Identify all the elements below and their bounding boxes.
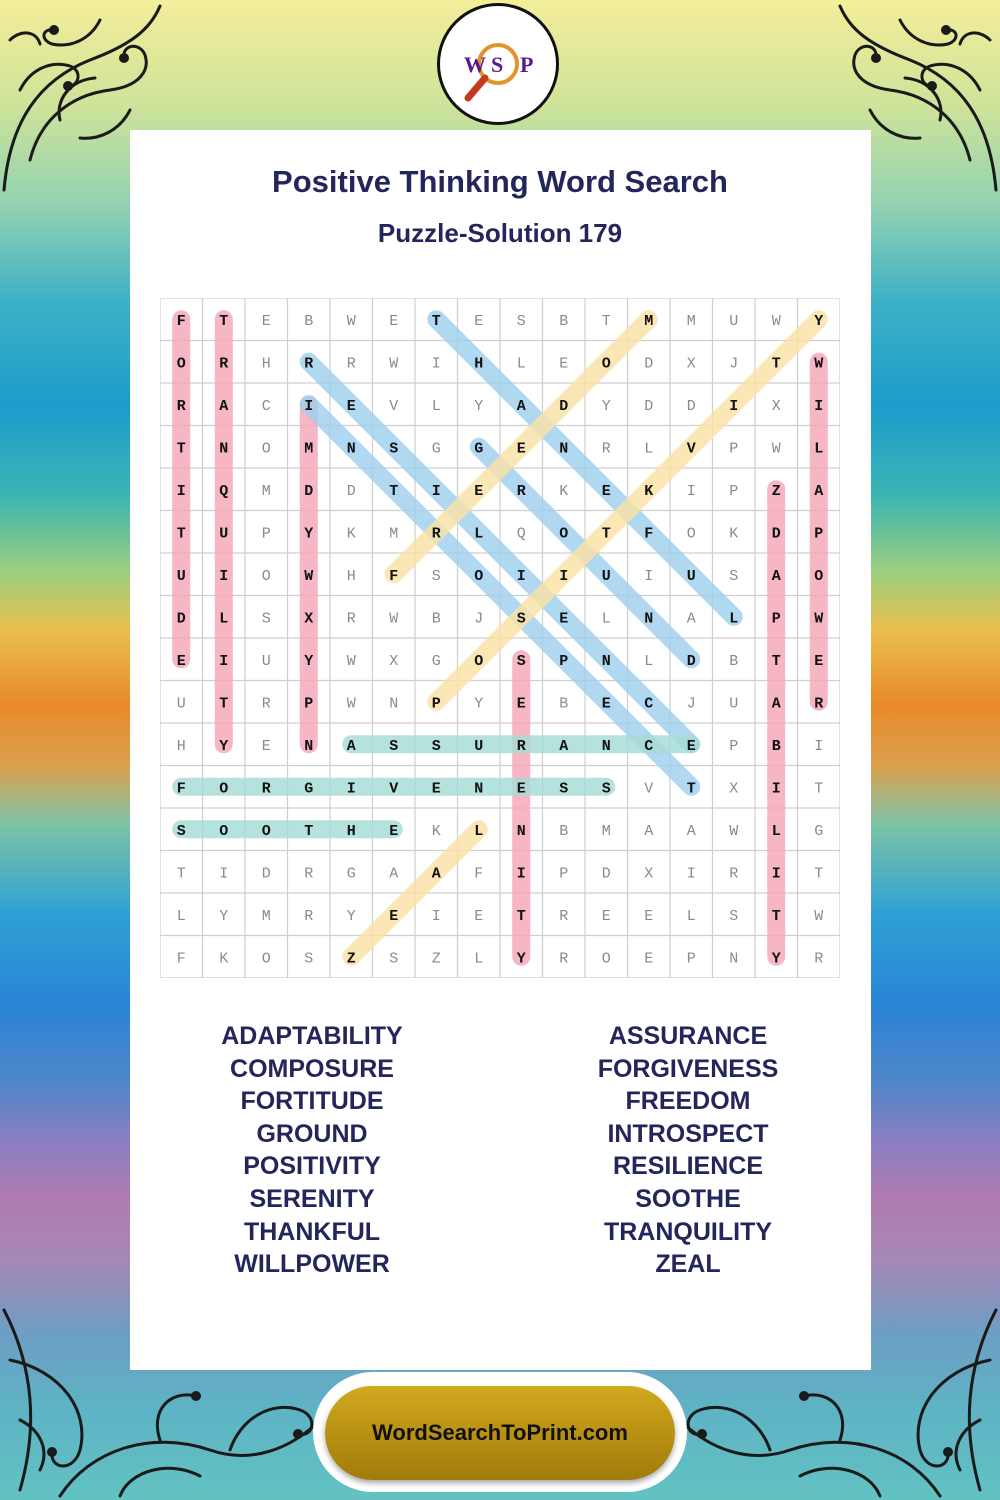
grid-cell[interactable]: W [346, 652, 356, 670]
site-link-button[interactable]: WordSearchToPrint.com [325, 1386, 675, 1480]
grid-cell[interactable]: O [559, 525, 569, 543]
grid-cell[interactable]: R [601, 440, 611, 458]
grid-cell[interactable]: G [431, 440, 441, 458]
grid-cell[interactable]: S [389, 440, 399, 458]
grid-cell[interactable]: Y [219, 907, 229, 925]
grid-cell[interactable]: W [814, 610, 824, 628]
grid-cell[interactable]: P [729, 440, 739, 458]
grid-cell[interactable]: I [304, 397, 314, 415]
grid-cell[interactable]: R [346, 610, 356, 628]
grid-cell[interactable]: R [516, 737, 526, 755]
logo-letter-w: W [464, 52, 486, 77]
grid-cell[interactable]: B [559, 822, 569, 840]
word-list-item: ZEAL [655, 1250, 721, 1279]
grid-cell[interactable]: I [644, 567, 654, 585]
grid-cell[interactable]: H [474, 355, 484, 373]
grid-cell[interactable]: I [219, 567, 229, 585]
word-list-right [528, 1020, 848, 1281]
grid-cell[interactable]: D [176, 610, 186, 628]
grid-cell[interactable]: R [814, 695, 824, 713]
grid-cell[interactable]: K [559, 482, 569, 500]
logo-letter-p: P [520, 52, 534, 77]
grid-cell[interactable]: I [346, 780, 356, 798]
magnifier-icon [440, 6, 556, 122]
grid-cell[interactable]: E [601, 482, 611, 500]
grid-cell[interactable]: I [729, 397, 739, 415]
grid-cell[interactable]: B [431, 610, 441, 628]
grid-cell[interactable]: O [474, 567, 484, 585]
grid-cell[interactable]: A [771, 695, 781, 713]
grid-cell[interactable]: T [686, 780, 696, 798]
grid-cell[interactable]: W [346, 695, 356, 713]
grid-cell[interactable]: U [686, 567, 696, 585]
grid-cell[interactable]: A [431, 865, 441, 883]
grid-cell[interactable]: Y [474, 695, 484, 713]
grid-cell[interactable]: N [644, 610, 654, 628]
grid-cell[interactable]: Y [601, 397, 611, 415]
grid-cell[interactable]: Z [431, 950, 441, 968]
grid-cell[interactable]: E [474, 312, 484, 330]
grid-cell[interactable]: O [261, 950, 271, 968]
grid-cell[interactable]: R [219, 355, 229, 373]
grid-cell[interactable]: O [601, 355, 611, 373]
grid-cell[interactable]: D [686, 397, 696, 415]
grid-cell[interactable]: J [474, 610, 484, 628]
grid-cell[interactable]: S [559, 780, 569, 798]
grid-cell[interactable]: V [389, 780, 399, 798]
grid-cell[interactable]: B [559, 312, 569, 330]
grid-cell[interactable]: Y [771, 950, 781, 968]
grid-cell[interactable]: O [261, 567, 271, 585]
word-list-item: COMPOSURE [230, 1054, 394, 1083]
grid-cell[interactable]: T [814, 865, 824, 883]
grid-cell[interactable]: E [601, 907, 611, 925]
grid-cell[interactable]: H [346, 567, 356, 585]
grid-cell[interactable]: P [814, 525, 824, 543]
grid-cell[interactable]: P [771, 610, 781, 628]
grid-cell[interactable]: Y [346, 907, 356, 925]
grid-cell[interactable]: G [814, 822, 824, 840]
grid-cell[interactable]: K [346, 525, 356, 543]
grid-cell[interactable]: G [431, 652, 441, 670]
grid-cell[interactable]: Y [814, 312, 824, 330]
wsp-logo[interactable] [437, 3, 559, 125]
grid-cell[interactable]: C [644, 737, 654, 755]
grid-cell[interactable]: W [304, 567, 314, 585]
grid-cell[interactable]: R [559, 907, 569, 925]
grid-cell[interactable]: R [516, 482, 526, 500]
grid-cell[interactable]: I [176, 482, 186, 500]
grid-cell[interactable]: T [304, 822, 314, 840]
grid-cell[interactable]: L [729, 610, 739, 628]
grid-cell[interactable]: Y [304, 525, 314, 543]
grid-cell[interactable]: W [729, 822, 739, 840]
grid-cell[interactable]: W [814, 907, 824, 925]
grid-cell[interactable]: E [389, 907, 399, 925]
grid-cell[interactable]: L [516, 355, 526, 373]
grid-cell[interactable]: L [686, 907, 696, 925]
grid-cell[interactable]: N [389, 695, 399, 713]
grid-cell[interactable]: F [176, 312, 186, 330]
grid-cell[interactable]: T [389, 482, 399, 500]
grid-cell[interactable]: E [644, 907, 654, 925]
grid-cell[interactable]: M [644, 312, 654, 330]
grid-cell[interactable]: T [516, 907, 526, 925]
grid-cell[interactable]: T [176, 525, 186, 543]
grid-cell[interactable]: S [176, 822, 186, 840]
grid-cell[interactable]: I [516, 567, 526, 585]
grid-cell[interactable]: S [389, 737, 399, 755]
grid-cell[interactable]: G [474, 440, 484, 458]
grid-cell[interactable]: P [261, 525, 271, 543]
grid-cell[interactable]: I [219, 652, 229, 670]
grid-cell[interactable]: D [304, 482, 314, 500]
grid-cell[interactable]: R [346, 355, 356, 373]
grid-cell[interactable]: V [389, 397, 399, 415]
grid-cell[interactable]: L [219, 610, 229, 628]
grid-cell[interactable]: B [771, 737, 781, 755]
grid-cell[interactable]: R [304, 865, 314, 883]
grid-cell[interactable]: R [261, 695, 271, 713]
grid-cell[interactable]: O [261, 822, 271, 840]
grid-cell[interactable]: X [389, 652, 399, 670]
grid-cell[interactable]: E [389, 822, 399, 840]
grid-cell[interactable]: E [261, 312, 271, 330]
grid-cell[interactable]: D [346, 482, 356, 500]
grid-cell[interactable]: E [516, 695, 526, 713]
grid-cell[interactable]: I [431, 482, 441, 500]
grid-cell[interactable]: T [219, 695, 229, 713]
grid-cell[interactable]: K [729, 525, 739, 543]
grid-cell[interactable]: X [686, 355, 696, 373]
grid-cell[interactable]: W [346, 312, 356, 330]
grid-cell[interactable]: S [516, 610, 526, 628]
grid-cell[interactable]: O [814, 567, 824, 585]
word-list-left [152, 1020, 472, 1281]
grid-cell[interactable]: O [474, 652, 484, 670]
grid-cell[interactable]: N [474, 780, 484, 798]
grid-cell[interactable]: C [644, 695, 654, 713]
grid-cell[interactable]: U [601, 567, 611, 585]
grid-cell[interactable]: D [686, 652, 696, 670]
grid-cell[interactable]: L [176, 907, 186, 925]
grid-cell[interactable]: T [219, 312, 229, 330]
word-list-item: FREEDOM [625, 1087, 751, 1116]
grid-cell[interactable]: E [559, 610, 569, 628]
grid-cell[interactable]: S [304, 950, 314, 968]
grid-cell[interactable]: X [644, 865, 654, 883]
grid-cell[interactable]: N [304, 737, 314, 755]
grid-cell[interactable]: I [559, 567, 569, 585]
grid-cell[interactable]: N [346, 440, 356, 458]
grid-cell[interactable]: A [389, 865, 399, 883]
grid-cell[interactable]: T [814, 780, 824, 798]
grid-cell[interactable]: P [559, 865, 569, 883]
grid-cell[interactable]: Y [219, 737, 229, 755]
grid-cell[interactable]: T [176, 865, 186, 883]
grid-cell[interactable]: E [686, 737, 696, 755]
grid-cell[interactable]: S [431, 567, 441, 585]
grid-cell[interactable]: Y [304, 652, 314, 670]
grid-cell[interactable]: I [219, 865, 229, 883]
grid-cell[interactable]: L [644, 440, 654, 458]
grid-cell[interactable]: G [304, 780, 314, 798]
grid-cell[interactable]: M [686, 312, 696, 330]
word-list-item: RESILIENCE [612, 1152, 764, 1181]
grid-cell[interactable]: T [431, 312, 441, 330]
grid-cell[interactable]: B [559, 695, 569, 713]
grid-cell[interactable]: A [346, 737, 356, 755]
grid-cell[interactable]: A [686, 610, 696, 628]
grid-cell[interactable]: L [814, 440, 824, 458]
grid-cell[interactable]: N [729, 950, 739, 968]
grid-cell[interactable]: I [686, 865, 696, 883]
grid-cell[interactable]: S [389, 950, 399, 968]
grid-cell[interactable]: I [686, 482, 696, 500]
grid-cell[interactable]: G [346, 865, 356, 883]
grid-cell[interactable]: Q [516, 525, 526, 543]
grid-cell[interactable]: W [771, 312, 781, 330]
grid-cell[interactable]: D [644, 355, 654, 373]
grid-cell[interactable]: Z [771, 482, 781, 500]
grid-cell[interactable]: H [261, 355, 271, 373]
grid-cell[interactable]: I [771, 780, 781, 798]
grid-cell[interactable]: A [516, 397, 526, 415]
grid-cell[interactable]: O [686, 525, 696, 543]
grid-cell[interactable]: E [474, 482, 484, 500]
grid-cell[interactable]: I [814, 737, 824, 755]
grid-cell[interactable]: Y [516, 950, 526, 968]
grid-cell[interactable]: K [431, 822, 441, 840]
grid-cell[interactable]: D [559, 397, 569, 415]
grid-cell[interactable]: T [771, 652, 781, 670]
grid-cell[interactable]: P [559, 652, 569, 670]
word-list-item: FORGIVENESS [597, 1054, 779, 1083]
grid-cell[interactable]: W [389, 610, 399, 628]
grid-cell[interactable]: F [176, 780, 186, 798]
grid-cell[interactable]: T [771, 907, 781, 925]
grid-cell[interactable]: E [346, 397, 356, 415]
grid-cell[interactable]: D [261, 865, 271, 883]
grid-cell[interactable]: S [431, 737, 441, 755]
word-list-item: ADAPTABILITY [221, 1022, 403, 1050]
grid-cell[interactable]: P [431, 695, 441, 713]
grid-cell[interactable]: K [644, 482, 654, 500]
grid-cell[interactable]: H [176, 737, 186, 755]
grid-cell[interactable]: Q [219, 482, 229, 500]
grid-cell[interactable]: O [219, 822, 229, 840]
grid-cell[interactable]: O [176, 355, 186, 373]
grid-cell[interactable]: A [771, 567, 781, 585]
grid-cell[interactable]: N [516, 822, 526, 840]
grid-cell[interactable]: Z [346, 950, 356, 968]
grid-cell[interactable]: A [814, 482, 824, 500]
grid-cell[interactable]: N [601, 737, 611, 755]
grid-cell[interactable]: R [431, 525, 441, 543]
grid-cell[interactable]: U [729, 312, 739, 330]
grid-cell[interactable]: R [304, 907, 314, 925]
grid-cell[interactable]: L [474, 525, 484, 543]
grid-cell[interactable]: E [261, 737, 271, 755]
word-list-item: SOOTHE [635, 1184, 741, 1213]
grid-cell[interactable]: E [559, 355, 569, 373]
word-list-item: GROUND [256, 1119, 368, 1148]
grid-cell[interactable]: V [686, 440, 696, 458]
grid-cell[interactable]: A [686, 822, 696, 840]
grid-cell[interactable]: W [771, 440, 781, 458]
grid-cell[interactable]: L [431, 397, 441, 415]
word-list-item: SERENITY [249, 1184, 375, 1213]
grid-cell[interactable]: K [219, 950, 229, 968]
grid-cell[interactable]: R [559, 950, 569, 968]
grid-cell[interactable]: P [686, 950, 696, 968]
grid-cell[interactable]: L [474, 822, 484, 840]
grid-cell[interactable]: X [304, 610, 314, 628]
grid-cell[interactable]: F [176, 950, 186, 968]
grid-cell[interactable]: X [771, 397, 781, 415]
grid-cell[interactable]: E [601, 695, 611, 713]
grid-cell[interactable]: I [431, 907, 441, 925]
grid-cell[interactable]: F [644, 525, 654, 543]
grid-cell[interactable]: Y [474, 397, 484, 415]
grid-cell[interactable]: S [729, 907, 739, 925]
grid-cell[interactable]: D [644, 397, 654, 415]
grid-cell[interactable]: U [176, 695, 186, 713]
grid-cell[interactable]: A [644, 822, 654, 840]
grid-cell[interactable]: T [601, 312, 611, 330]
grid-cell[interactable]: O [261, 440, 271, 458]
grid-cell[interactable]: I [771, 865, 781, 883]
grid-cell[interactable]: S [261, 610, 271, 628]
grid-cell[interactable]: J [729, 355, 739, 373]
grid-cell[interactable]: E [516, 780, 526, 798]
grid-cell[interactable]: N [559, 440, 569, 458]
grid-cell[interactable]: U [176, 567, 186, 585]
grid-cell[interactable]: I [431, 355, 441, 373]
grid-cell[interactable]: C [261, 397, 271, 415]
grid-cell[interactable]: M [261, 482, 271, 500]
grid-cell[interactable]: R [304, 355, 314, 373]
grid-cell[interactable]: W [389, 355, 399, 373]
grid-cell[interactable]: V [644, 780, 654, 798]
word-list-item: FORTITUDE [240, 1087, 384, 1116]
grid-cell[interactable]: E [516, 440, 526, 458]
grid-cell[interactable]: R [814, 950, 824, 968]
grid-cell[interactable]: X [729, 780, 739, 798]
grid-cell[interactable]: T [176, 440, 186, 458]
grid-cell[interactable]: R [729, 865, 739, 883]
grid-cell[interactable]: T [771, 355, 781, 373]
grid-cell[interactable]: O [219, 780, 229, 798]
word-list-item: THANKFUL [243, 1217, 381, 1246]
grid-cell[interactable]: U [474, 737, 484, 755]
logo-letter-s: S [491, 52, 504, 77]
grid-cell[interactable]: S [601, 780, 611, 798]
word-list-item: ASSURANCE [608, 1022, 768, 1050]
grid-cell[interactable]: U [261, 652, 271, 670]
grid-cell[interactable]: N [601, 652, 611, 670]
grid-cell[interactable]: W [814, 355, 824, 373]
grid-cell[interactable]: L [771, 822, 781, 840]
word-list-item: INTROSPECT [607, 1119, 769, 1148]
grid-cell[interactable]: U [729, 695, 739, 713]
grid-cell[interactable]: E [176, 652, 186, 670]
grid-cell[interactable]: E [644, 950, 654, 968]
grid-cell[interactable]: L [601, 610, 611, 628]
grid-cell[interactable]: I [814, 397, 824, 415]
grid-cell[interactable]: B [729, 652, 739, 670]
grid-cell[interactable]: U [219, 525, 229, 543]
grid-cell[interactable]: P [729, 737, 739, 755]
grid-cell[interactable]: F [389, 567, 399, 585]
grid-cell[interactable]: E [474, 907, 484, 925]
grid-cell[interactable]: J [686, 695, 696, 713]
grid-cell[interactable]: L [474, 950, 484, 968]
word-search-grid[interactable] [160, 298, 840, 978]
word-list-item: POSITIVITY [243, 1152, 381, 1181]
grid-cell[interactable]: P [729, 482, 739, 500]
grid-cell[interactable]: B [304, 312, 314, 330]
grid-cell[interactable]: E [814, 652, 824, 670]
grid-cell[interactable]: S [729, 567, 739, 585]
grid-cell[interactable]: S [516, 312, 526, 330]
grid-cell[interactable]: M [601, 822, 611, 840]
grid-cell[interactable]: L [644, 652, 654, 670]
grid-cell[interactable]: P [304, 695, 314, 713]
grid-cell[interactable]: E [431, 780, 441, 798]
word-list-item: TRANQUILITY [603, 1217, 773, 1246]
grid-cell[interactable]: I [516, 865, 526, 883]
grid-cell[interactable]: F [474, 865, 484, 883]
grid-cell[interactable]: R [176, 397, 186, 415]
grid-cell[interactable]: M [261, 907, 271, 925]
grid-cell[interactable]: O [601, 950, 611, 968]
grid-cell[interactable]: A [559, 737, 569, 755]
grid-cell[interactable]: M [389, 525, 399, 543]
page-subtitle: Puzzle-Solution 179 [377, 218, 623, 248]
grid-cell[interactable]: A [219, 397, 229, 415]
grid-cell[interactable]: E [389, 312, 399, 330]
word-list-item: WILLPOWER [234, 1250, 390, 1279]
grid-cell[interactable]: H [346, 822, 356, 840]
grid-cell[interactable]: T [601, 525, 611, 543]
grid-cell[interactable]: D [771, 525, 781, 543]
grid-cell[interactable]: R [261, 780, 271, 798]
page-title: Positive Thinking Word Search [272, 164, 728, 199]
grid-cell[interactable]: N [219, 440, 229, 458]
grid-cell[interactable]: D [601, 865, 611, 883]
grid-cell[interactable]: S [516, 652, 526, 670]
grid-cell[interactable]: M [304, 440, 314, 458]
